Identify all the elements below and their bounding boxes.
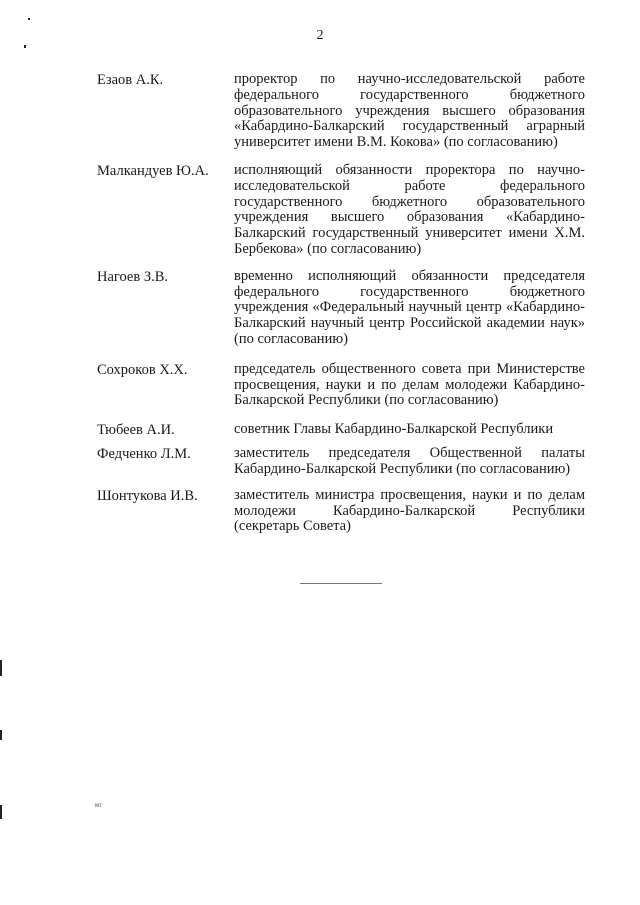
member-role: исполняющий обязанности проректора по научно-исследовательской работе федерального государственного бюджетного образовательного учреждения высшего образования «Кабардино-Балкарский государственный университет имени Х.М. Бербекова» (по согласованию) (234, 161, 585, 257)
member-name: Нагоев З.В. (97, 268, 169, 285)
member-role: советник Главы Кабардино-Балкарской Республики (234, 421, 554, 438)
member-name: Федченко Л.М. (97, 446, 191, 463)
member-row (97, 163, 585, 258)
page-number: 2 (316, 28, 324, 43)
member-role: заместитель председателя Общественной палаты Кабардино-Балкарской Республики (по согласованию) (234, 445, 585, 477)
council-member-list (97, 72, 585, 535)
member-name: Езаов А.К. (97, 72, 164, 88)
member-row (97, 446, 585, 478)
end-of-list-rule (300, 583, 382, 584)
scan-speck (0, 730, 2, 740)
scan-speck (28, 18, 30, 20)
scan-speck (24, 45, 26, 48)
member-row (97, 269, 585, 348)
member-row (97, 362, 585, 409)
member-name: Шонтукова И.В. (97, 487, 198, 504)
member-name: Малкандуев Ю.А. (97, 162, 209, 179)
member-role: заместитель министра просвещения, науки и по делам молодежи Кабардино-Балкарской Республики (секретарь Совета) (234, 486, 585, 535)
member-role: председатель общественного совета при Министерстве просвещения, науки и по делам молодежи Кабардино-Балкарской Республики (по согласованию) (234, 360, 585, 409)
scan-speck (0, 805, 2, 819)
member-row (97, 72, 585, 151)
member-name: Тюбеев А.И. (97, 422, 175, 439)
scan-speck (0, 660, 2, 676)
member-name: Сохроков Х.Х. (97, 361, 188, 378)
member-row (97, 422, 585, 438)
member-role: временно исполняющий обязанности председателя федерального государственного бюджетного учреждения «Федеральный научный центр «Кабардино-Балкарский научный центр Российской академии наук» (по согласованию) (234, 267, 585, 347)
member-role: проректор по научно-исследовательской работе федерального государственного бюджетного образовательного учреждения высшего образования «Кабардино-Балкарский государственный аграрный университет имени В.М. Кокова» (по согласованию) (234, 71, 585, 151)
footer-mark: мт (95, 803, 102, 809)
member-row (97, 488, 585, 535)
